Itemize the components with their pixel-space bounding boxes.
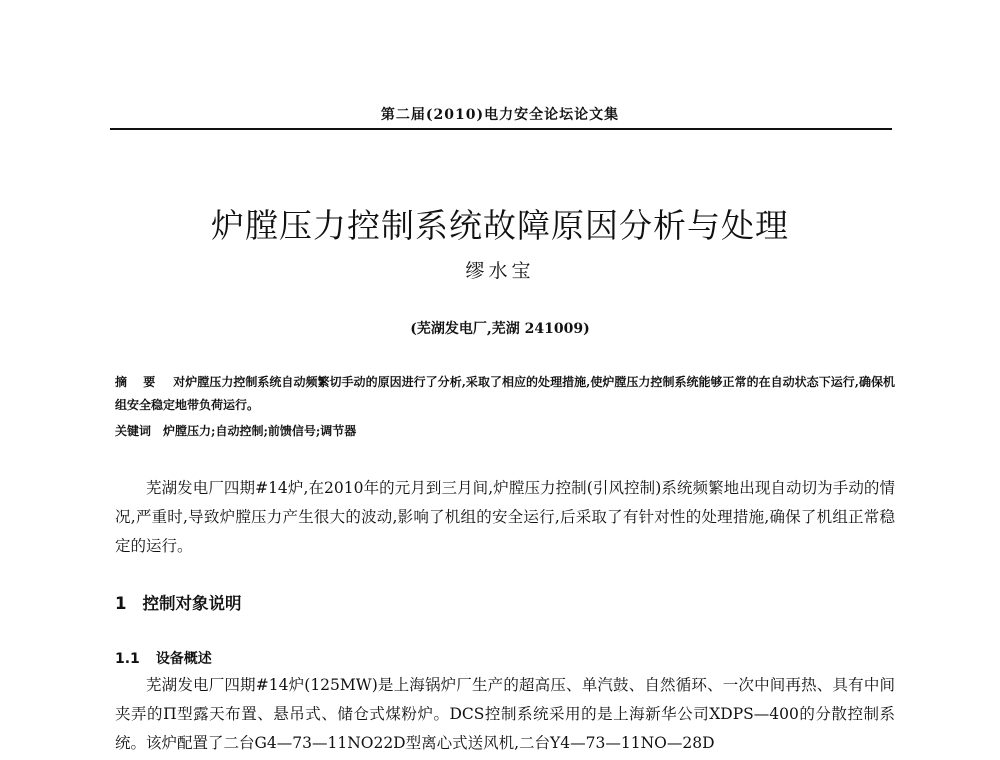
running-header: 第二届(2010)电力安全论坛论文集	[380, 107, 620, 123]
abstract-label: 摘 要	[115, 375, 162, 389]
section-title: 控制对象说明	[142, 594, 242, 613]
paper-title: 炉膛压力控制系统故障原因分析与处理	[211, 206, 789, 246]
section-number: 1	[115, 594, 127, 613]
abstract	[115, 371, 895, 417]
keywords	[115, 420, 895, 443]
author-affiliation: (芜湖发电厂,芜湖 241009)	[410, 321, 590, 337]
author-name: 缪水宝	[465, 260, 535, 282]
equipment-overview-paragraph: 芜湖发电厂四期#14炉(125MW)是上海锅炉厂生产的超高压、单汽鼓、自然循环、一次中间再热、具有中间夹弄的Π型露天布置、悬吊式、储仓式煤粉炉。DCS控制系统采用的是上海新华公司XDPS—400的分散控制系统。该炉配置了二台G4—73—11NO22D型离心式送风机,二台Y4—73—11NO—28D	[115, 676, 895, 752]
abstract-text: 对炉膛压力控制系统自动频繁切手动的原因进行了分析,采取了相应的处理措施,使炉膛压力控制系统能够正常的在自动状态下运行,确保机组安全稳定地带负荷运行。	[115, 375, 895, 412]
subsection-heading-1-1	[115, 648, 212, 668]
keywords-label: 关键词	[115, 424, 152, 438]
subsection-title: 设备概述	[155, 651, 212, 667]
keywords-text: 炉膛压力;自动控制;前馈信号;调节器	[163, 424, 357, 438]
header-rule	[110, 128, 892, 130]
intro-paragraph: 芜湖发电厂四期#14炉,在2010年的元月到三月间,炉膛压力控制(引风控制)系统频繁地出现自动切为手动的情况,严重时,导致炉膛压力产生很大的波动,影响了机组的安全运行,后采取了有针对性的处理措施,确保了机组正常稳定的运行。	[115, 479, 895, 555]
subsection-number: 1.1	[115, 651, 140, 667]
section-heading-1	[115, 590, 241, 614]
